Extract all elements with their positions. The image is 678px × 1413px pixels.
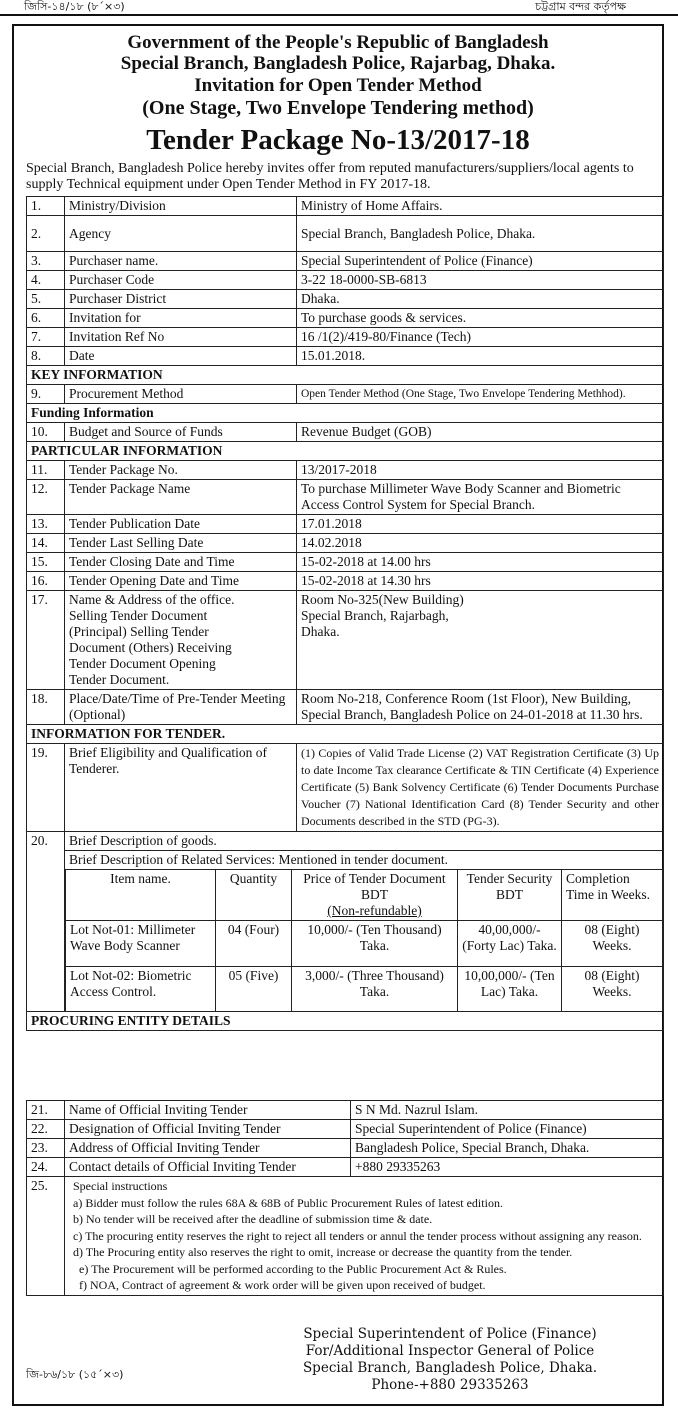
- row-label: Purchaser name.: [65, 252, 297, 271]
- signature-for: For/Additional Inspector General of Police: [305, 1343, 595, 1359]
- row-number: 1.: [27, 197, 65, 216]
- row-value: 15-02-2018 at 14.00 hrs: [297, 553, 664, 572]
- section-row: [27, 442, 664, 461]
- intro-paragraph: Special Branch, Bangladesh Police hereby invites offer from reputed manufacturers/suppliers/local agents to supply Technical equipment under Open Tender Method in FY 2017-18.: [26, 161, 634, 192]
- section-row: [27, 366, 664, 385]
- row-value: 13/2017-2018: [297, 461, 664, 480]
- header-package-title: Tender Package No-13/2017-18: [146, 124, 530, 156]
- row-value: Revenue Budget (GOB): [297, 423, 664, 442]
- row-number: 2.: [27, 216, 65, 252]
- row-value: 17.01.2018: [297, 515, 664, 534]
- table-row: [27, 1158, 664, 1177]
- row-label: Brief Eligibility and Qualification of Tenderer.: [65, 744, 297, 832]
- row-number: 4.: [27, 271, 65, 290]
- header-method: (One Stage, Two Envelope Tendering method): [142, 97, 534, 119]
- goods-header-security: Tender Security BDT: [458, 870, 562, 921]
- row-number: 9.: [27, 385, 65, 404]
- row-value: Room No-218, Conference Room (1st Floor), New Building, Special Branch, Bangladesh Police on 24-01-2018 at 11.30 hrs.: [297, 690, 664, 725]
- signature-phone: Phone-+880 29335263: [371, 1377, 529, 1393]
- row-label: Address of Official Inviting Tender: [65, 1139, 351, 1158]
- row-label: Tender Publication Date: [65, 515, 297, 534]
- row-value: Bangladesh Police, Special Branch, Dhaka.: [351, 1139, 664, 1158]
- row-label: Tender Package No.: [65, 461, 297, 480]
- tender-table: [26, 196, 664, 1031]
- row-value: Open Tender Method (One Stage, Two Envelope Tendering Methhod).: [297, 385, 664, 404]
- goods-header-price-cell: [292, 870, 458, 921]
- table-row: [27, 197, 664, 216]
- table-row: [27, 1120, 664, 1139]
- table-row: [27, 1139, 664, 1158]
- table-row: [27, 385, 664, 404]
- instruction-item: b) No tender will be received after the deadline of submission time & date.: [73, 1212, 433, 1226]
- row-number: 23.: [27, 1139, 65, 1158]
- row-number: 7.: [27, 328, 65, 347]
- row-number: 18.: [27, 690, 65, 725]
- section-particular: PARTICULAR INFORMATION: [27, 442, 664, 461]
- row-number: 15.: [27, 553, 65, 572]
- row-number: 8.: [27, 347, 65, 366]
- lot-security: 10,00,000/- (Ten Lac) Taka.: [458, 967, 562, 1011]
- signature-block: [250, 1326, 650, 1394]
- row-value: To purchase Millimeter Wave Body Scanner and Biometric Access Control System for Special Branch.: [297, 480, 664, 515]
- table-row: [27, 216, 664, 252]
- row-number: 10.: [27, 423, 65, 442]
- top-strip: [0, 0, 678, 16]
- lot-item: Lot Not-01: Millimeter Wave Body Scanner: [66, 921, 216, 967]
- row-label: Purchaser District: [65, 290, 297, 309]
- row-value: +880 29335263: [351, 1158, 664, 1177]
- row-number: 25.: [27, 1177, 65, 1296]
- row-label: Tender Opening Date and Time: [65, 572, 297, 591]
- table-row: [27, 591, 664, 690]
- row-number: 22.: [27, 1120, 65, 1139]
- row-value: Room No-325(New Building) Special Branch, Rajarbagh, Dhaka.: [297, 591, 664, 690]
- instruction-item: e) The Procurement will be performed according to the Public Procurement Act & Rules.: [79, 1261, 507, 1276]
- table-row: [27, 832, 664, 851]
- row-number: 24.: [27, 1158, 65, 1177]
- row-value: Ministry of Home Affairs.: [297, 197, 664, 216]
- row-number: 21.: [27, 1101, 65, 1120]
- row-label: Name of Official Inviting Tender: [65, 1101, 351, 1120]
- row-label: Budget and Source of Funds: [65, 423, 297, 442]
- row-number: 19.: [27, 744, 65, 832]
- goods-header-row: [66, 870, 663, 921]
- row-number: 5.: [27, 290, 65, 309]
- procuring-table: [26, 1100, 664, 1296]
- table-row: [27, 347, 664, 366]
- signature-designation: Special Superintendent of Police (Finance): [303, 1326, 597, 1342]
- goods-header-price-note: (Non-refundable): [327, 903, 422, 918]
- row-label: Place/Date/Time of Pre-Tender Meeting (Optional): [65, 690, 297, 725]
- row-label: Tender Package Name: [65, 480, 297, 515]
- table-row: [27, 252, 664, 271]
- row-number: 20.: [27, 832, 65, 1012]
- table-row: [27, 572, 664, 591]
- row-label: Designation of Official Inviting Tender: [65, 1120, 351, 1139]
- lot-price: 3,000/- (Three Thousand) Taka.: [292, 967, 458, 1011]
- section-row: [27, 404, 664, 423]
- row-value: Dhaka.: [297, 290, 664, 309]
- row-value: 15-02-2018 at 14.30 hrs: [297, 572, 664, 591]
- instruction-item: c) The procuring entity reserves the right to reject all tenders or annul the tender process without assigning any reason.: [73, 1228, 642, 1243]
- row-label: Procurement Method: [65, 385, 297, 404]
- row-number: 14.: [27, 534, 65, 553]
- header-department: Special Branch, Bangladesh Police, Rajarbag, Dhaka.: [120, 53, 556, 74]
- instruction-item: a) Bidder must follow the rules 68A & 68B of Public Procurement Rules of latest edition.: [73, 1195, 503, 1210]
- row-value: 15.01.2018.: [297, 347, 664, 366]
- lot-security: 40,00,000/- (Forty Lac) Taka.: [458, 921, 562, 967]
- lot-completion: 08 (Eight) Weeks.: [562, 967, 663, 1011]
- row-label: Invitation Ref No: [65, 328, 297, 347]
- table-row: [27, 309, 664, 328]
- lot-quantity: 05 (Five): [216, 967, 292, 1011]
- row-label: Tender Closing Date and Time: [65, 553, 297, 572]
- row-value: (1) Copies of Valid Trade License (2) VAT Registration Certificate (3) Up to date Income Tax clearance Certificate & TIN Certificate (4) Experience Certificate (5) Bank Solvency Certificate (6) Tender Documents Purchase Voucher (7) National Identification Card (8) Tender Security and other Documents described in the STD (PG-3).: [297, 744, 664, 832]
- row-number: 13.: [27, 515, 65, 534]
- table-row: [27, 515, 664, 534]
- goods-table: [65, 869, 663, 1011]
- lot-completion: 08 (Eight) Weeks.: [562, 921, 663, 967]
- instructions-title: Special instructions: [73, 1179, 168, 1193]
- row-number: 17.: [27, 591, 65, 690]
- table-row: [27, 328, 664, 347]
- goods-header-item: Item name.: [66, 870, 216, 921]
- section-row: [27, 725, 664, 744]
- table-row: [27, 690, 664, 725]
- goods-header-completion: Completion Time in Weeks.: [562, 870, 663, 921]
- row-value: To purchase goods & services.: [297, 309, 664, 328]
- table-row: [27, 534, 664, 553]
- lot-price: 10,000/- (Ten Thousand) Taka.: [292, 921, 458, 967]
- lot-item: Lot Not-02: Biometric Access Control.: [66, 967, 216, 1011]
- row-label: Ministry/Division: [65, 197, 297, 216]
- table-row: [27, 553, 664, 572]
- table-row: [27, 1101, 664, 1120]
- row-value: S N Md. Nazrul Islam.: [351, 1101, 664, 1120]
- row-label: Brief Description of goods.: [65, 832, 664, 851]
- row-label: Purchaser Code: [65, 271, 297, 290]
- row-value: Special Branch, Bangladesh Police, Dhaka.: [297, 216, 664, 252]
- goods-header-price: Price of Tender Document BDT: [303, 871, 446, 902]
- instruction-item: d) The Procuring entity also reserves the right to omit, increase or decrease the quantity from the tender.: [73, 1245, 573, 1259]
- table-row: [27, 744, 664, 832]
- section-procuring-entity: PROCURING ENTITY DETAILS: [27, 1011, 664, 1030]
- table-row: [27, 480, 664, 515]
- top-right-text: চট্টগ্রাম বন্দর কর্তৃপক্ষ: [535, 0, 626, 13]
- row-value: 14.02.2018: [297, 534, 664, 553]
- row-number: 11.: [27, 461, 65, 480]
- row-label: Date: [65, 347, 297, 366]
- special-instructions: [65, 1177, 664, 1296]
- row-number: 6.: [27, 309, 65, 328]
- table-row: [27, 271, 664, 290]
- top-left-code: জিসি-১৪/১৮ (৮´×৩): [24, 0, 125, 13]
- row-label: Name & Address of the office. Selling Tender Document (Principal) Selling Tender Document (Others) Receiving Tender Document Opening Tender Document.: [65, 591, 297, 690]
- row-label: Tender Last Selling Date: [65, 534, 297, 553]
- goods-header-quantity: Quantity: [216, 870, 292, 921]
- goods-lot-row: [66, 921, 663, 967]
- table-row: [27, 461, 664, 480]
- bottom-left-code: জি-৮৬/১৮ (১৫´×৩): [26, 1368, 124, 1381]
- section-funding: Funding Information: [27, 404, 664, 423]
- table-row: [27, 423, 664, 442]
- section-row: [27, 1011, 664, 1030]
- row-value: 16 /1(2)/419-80/Finance (Tech): [297, 328, 664, 347]
- header-government: Government of the People's Republic of Bangladesh: [127, 32, 549, 53]
- goods-lot-row: [66, 967, 663, 1011]
- lot-quantity: 04 (Four): [216, 921, 292, 967]
- section-information-for-tender: INFORMATION FOR TENDER.: [27, 725, 664, 744]
- row-label: Invitation for: [65, 309, 297, 328]
- related-services: Brief Description of Related Services: Mentioned in tender document.: [69, 852, 449, 867]
- row-number: 16.: [27, 572, 65, 591]
- row-value: Special Superintendent of Police (Finance): [297, 252, 664, 271]
- section-key-information: KEY INFORMATION: [27, 366, 664, 385]
- row-value: Special Superintendent of Police (Finance): [351, 1120, 664, 1139]
- table-row: [27, 290, 664, 309]
- row-number: 3.: [27, 252, 65, 271]
- row-number: 12.: [27, 480, 65, 515]
- row-label: Agency: [65, 216, 297, 252]
- row-value: 3-22 18-0000-SB-6813: [297, 271, 664, 290]
- signature-office: Special Branch, Bangladesh Police, Dhaka.: [302, 1360, 598, 1376]
- row-label: Contact details of Official Inviting Tender: [65, 1158, 351, 1177]
- header-invitation: Invitation for Open Tender Method: [194, 75, 482, 96]
- instruction-item: f) NOA, Contract of agreement & work order will be given upon received of budget.: [79, 1278, 486, 1292]
- table-row: [27, 1177, 664, 1296]
- goods-row: [27, 851, 664, 1012]
